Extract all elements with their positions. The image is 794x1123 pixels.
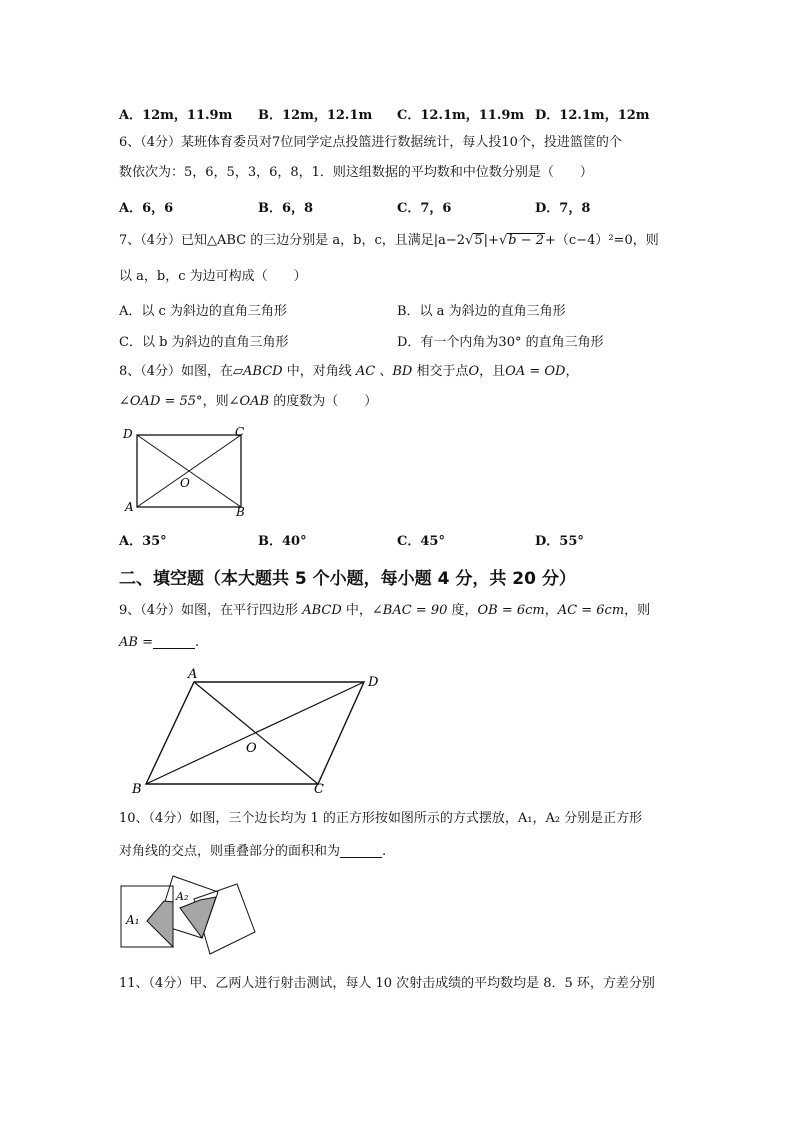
q8-mid1: 中，对角线 <box>282 364 356 379</box>
q9-mid1: 中， <box>341 603 372 618</box>
q9-deg: 度， <box>447 603 478 618</box>
q8-end: 的度数为（ ） <box>269 394 378 409</box>
q8-label-o: O <box>180 476 190 490</box>
q9-parallelogram-figure <box>128 668 398 800</box>
sqrt-icon: √ <box>498 233 508 248</box>
q8-end1: ， <box>565 364 579 379</box>
q9-answer-blank[interactable] <box>153 634 195 649</box>
q9-ab-equals: AB = <box>119 635 153 650</box>
q8-angle: ∠OAD = 55° <box>119 394 203 409</box>
q8-mid3: ，且 <box>479 364 506 379</box>
q8-stem-line1 <box>119 363 578 381</box>
q9-label-b: B <box>132 782 142 797</box>
q10-label-a1: A₁ <box>126 913 140 927</box>
q10-stem-line1: 10、（4分）如图，三个边长均为 1 的正方形按如图所示的方式摆放，A₁，A₂ 分别是正方形 <box>119 811 643 826</box>
q8-parallelogram: ▱ABCD <box>233 364 283 379</box>
q8-question-angle: ∠OAB <box>228 394 270 409</box>
section-heading-fill-in: 二、填空题（本大题共 5 个小题，每小题 4 分，共 20 分） <box>119 569 576 589</box>
q8-bd: BD <box>392 364 413 379</box>
q7-stem-line1 <box>119 232 659 250</box>
q8-stem-line2 <box>119 393 377 411</box>
q7-radicand-2: b − 2 <box>508 233 544 248</box>
q8-option-b: B．40° <box>258 534 307 549</box>
q8-label-b: B <box>236 505 245 519</box>
q9-angle: ∠BAC = 90 <box>371 603 448 618</box>
q7-suffix: +（c−4）²=0，则 <box>545 233 659 248</box>
q10-label-a2: A₂ <box>176 890 189 903</box>
q6-option-d: D．7，8 <box>535 201 591 216</box>
q8-label-a: A <box>125 500 134 514</box>
q7-mid: |+ <box>483 233 499 248</box>
q8-option-a: A．35° <box>119 534 167 549</box>
q10-stem-line2 <box>119 843 386 861</box>
q9-abcd: ABCD <box>302 603 342 618</box>
q6-option-b: B．6，8 <box>258 201 314 216</box>
q9-diagonal-bd <box>146 682 364 784</box>
q8-option-d: D．55° <box>535 534 584 549</box>
q9-ac: AC = 6cm <box>557 603 625 618</box>
q8-mid2: 相交于点 <box>412 364 469 379</box>
q8-sep: 、 <box>375 364 393 379</box>
q8-label-d: D <box>123 427 133 441</box>
q9-ob: OB = 6cm <box>477 603 545 618</box>
q10-dot: . <box>382 844 387 859</box>
q10-line2-text: 对角线的交点，则重叠部分的面积和为 <box>119 844 341 859</box>
q9-dot: . <box>194 635 200 650</box>
q5-option-b: B．12m，12.1m <box>258 108 373 123</box>
q7-option-c: C．以 b 为斜边的直角三角形 <box>119 335 289 350</box>
q7-option-a: A．以 c 为斜边的直角三角形 <box>119 304 287 319</box>
q8-rectangle-figure <box>118 422 258 522</box>
q8-o: O <box>468 364 480 379</box>
q9-sep: ， <box>544 603 558 618</box>
q9-label-d: D <box>368 675 379 690</box>
sqrt-icon: √ <box>465 233 474 248</box>
q5-option-d: D．12.1m，12m <box>535 108 650 123</box>
q6-option-c: C．7，6 <box>397 201 452 216</box>
q8-label-c: C <box>235 425 245 439</box>
q10-overlap-2 <box>180 897 216 938</box>
q6-stem-line1: 6、（4分）某班体育委员对7位同学定点投篮进行数据统计，每人投10个，投进篮筐的个 <box>119 135 622 150</box>
q10-overlap-1 <box>147 901 173 947</box>
q7-option-d: D．有一个内角为30° 的直角三角形 <box>397 335 604 350</box>
q9-label-o: O <box>246 741 257 756</box>
q11-stem-line1: 11、（4分）甲、乙两人进行射击测试，每人 10 次射击成绩的平均数均是 8．5 环，方差分别 <box>119 976 655 991</box>
q9-stem-line1 <box>119 602 650 620</box>
q6-option-a: A．6，6 <box>119 201 174 216</box>
q5-option-a: A．12m，11.9m <box>119 108 233 123</box>
q6-stem-line2: 数依次为：5，6，5，3，6，8，1．则这组数据的平均数和中位数分别是（ ） <box>119 165 593 180</box>
q9-stem-line2 <box>119 634 199 652</box>
q7-stem-line2: 以 a，b，c 为边可构成（ ） <box>119 269 307 284</box>
q8-option-c: C．45° <box>397 534 445 549</box>
q9-label-a: A <box>188 668 198 682</box>
q8-ac: AC <box>355 364 376 379</box>
q8-prefix: 8、（4分）如图，在 <box>119 364 234 379</box>
q5-option-c: C．12.1m，11.9m <box>397 108 525 123</box>
q10-squares-figure <box>118 872 258 962</box>
q9-end: ，则 <box>624 603 651 618</box>
q10-answer-blank[interactable] <box>340 843 382 858</box>
q9-label-c: C <box>314 782 324 797</box>
q9-prefix: 9、（4分）如图，在平行四边形 <box>119 603 303 618</box>
q7-prefix: 7、（4分）已知△ABC 的三边分别是 a，b，c，且满足|a−2 <box>119 233 466 248</box>
q8-condition: OA = OD <box>505 364 566 379</box>
q7-option-b: B．以 a 为斜边的直角三角形 <box>397 304 566 319</box>
q7-radicand-1: 5 <box>474 233 483 248</box>
q8-rest: ，则 <box>202 394 229 409</box>
